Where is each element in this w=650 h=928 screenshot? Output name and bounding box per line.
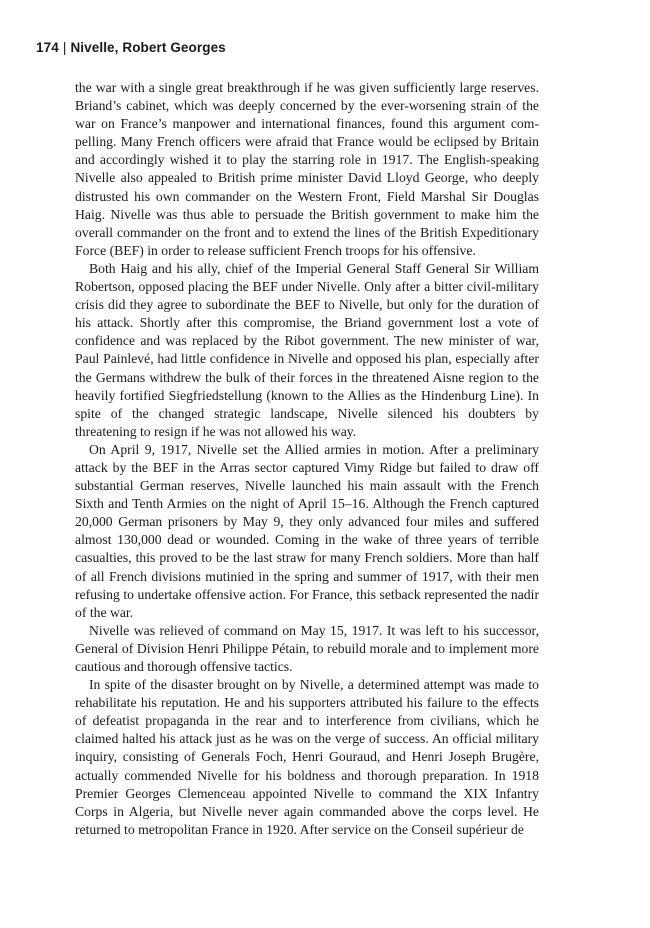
paragraph: In spite of the disaster brought on by Nivelle, a determined attempt was made to rehabilitate his reputation. He and his supporters attributed his failure to the effects of defeatist propaganda in the rear and to interference from civilians, which he claimed halted his attack just as he was on the verge of success. An official military inquiry, consisting of Generals Foch, Henri Gouraud, and Henri Joseph Brugère, actually commended Nivelle for his boldness and thorough preparation. In 1918 Premier Georges Clemenceau appointed Nivelle to command the XIX Infantry Corps in Algeria, but Nivelle never again commanded above the corps level. He returned to metropolitan France in 1920. After service on the Conseil supérieur de [75,677,539,837]
running-head-separator: | [62,40,67,55]
running-head-title: Nivelle, Robert Georges [70,40,226,55]
paragraph: Both Haig and his ally, chief of the Imperial General Staff General Sir William Robertson, opposed placing the BEF under Nivelle. Only after a bitter civil-military crisis did they agree to subordinate the BEF to Nivelle, but only for the duration of his attack. Shortly after this compromise, the Briand government lost a vote of confidence and was replaced by the Ribot government. The new minister of war, Paul Painlevé, had little confidence in Nivelle and opposed his plan, especially after the Germans withdrew the bulk of their forces in the threatened Aisne region to the heavily fortified Siegfriedstellung (known to the Allies as the Hindenburg Line). In spite of the changed strategic landscape, Nivelle silenced his doubters by threatening to resign if he was not allowed his way. [75,260,539,439]
running-head [36,40,226,55]
paragraph-continued: the war with a single great breakthrough if he was given sufficiently large reserves. Briand’s cabinet, which was deeply concerned by the ever-worsening strain of the war on France’s manpower and international finances, found this argument compelling. Many French officers were afraid that France would be eclipsed by Britain and accordingly wished it to play the starring role in 1917. The English-speaking Nivelle also appealed to British prime minister David Lloyd George, who deeply distrusted his own commander on the Western Front, Field Marshal Sir Douglas Haig. Nivelle was thus able to persuade the British government to make him the overall commander on the front and to extend the lines of the British Expeditionary Force (BEF) in order to release sufficient French troops for his offensive. [75,80,539,258]
page-number: 174 [36,40,59,55]
paragraph: Nivelle was relieved of command on May 15, 1917. It was left to his successor, General of Division Henri Philippe Pétain, to rebuild morale and to implement more cautious and thorough offensive tactics. [75,622,539,674]
paragraph: On April 9, 1917, Nivelle set the Allied armies in motion. After a preliminary attack by the BEF in the Arras sector captured Vimy Ridge but failed to draw off substantial German reserves, Nivelle launched his main assault with the French Sixth and Tenth Armies on the night of April 15–16. Although the French captured 20,000 German prisoners by May 9, they only advanced four miles and suffered almost 130,000 dead or wounded. Coming in the wake of three years of terrible casualties, this proved to be the last straw for many French soldiers. More than half of all French divisions mutinied in the spring and summer of 1917, with their men refusing to undertake offensive action. For France, this setback represented the nadir of the war. [75,441,539,620]
body-text [75,79,539,839]
